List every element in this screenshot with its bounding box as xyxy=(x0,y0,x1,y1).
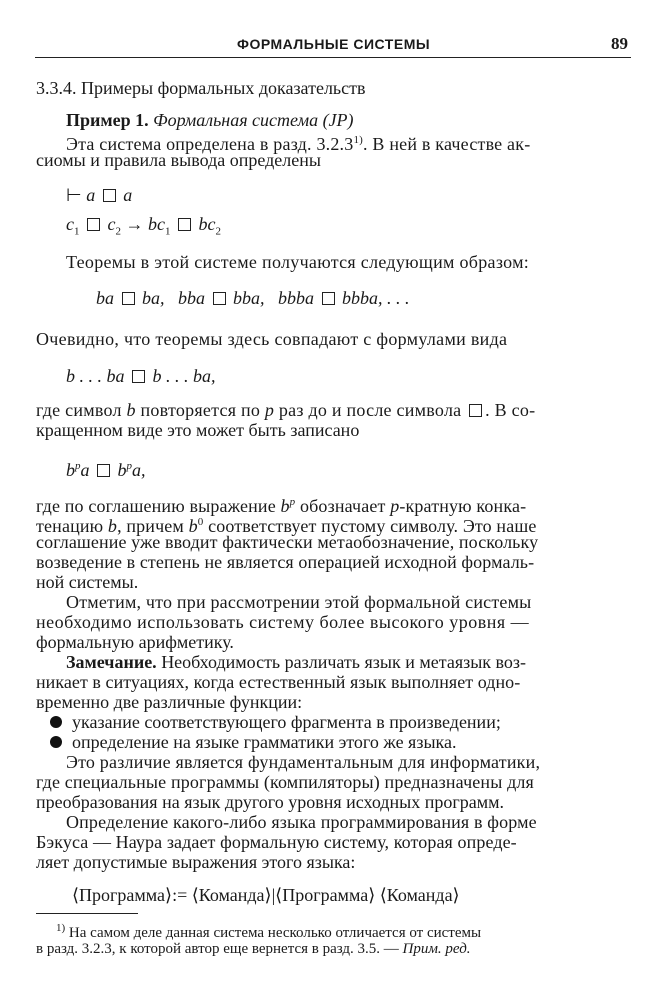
footnote-line1: $^{1)}$ На самом деле данная система несколько отличается от системы xyxy=(56,922,482,941)
remark-line3: временно две различные функции: xyxy=(36,692,303,712)
where-line2: кращенном виде это может быть записано xyxy=(36,420,360,440)
short-form-formula: $b^pa$ $b^pa$, xyxy=(66,460,146,480)
bnf-rule: ⟨Программа⟩:= ⟨Команда⟩|⟨Программа⟩ ⟨Команда⟩ xyxy=(72,885,460,905)
page-number: 89 xyxy=(611,34,628,53)
distinction-line2: где специальные программы (компиляторы) предназначены для xyxy=(36,772,534,792)
formula-form: b . . . ba b . . . ba, xyxy=(66,366,216,386)
bullet-dot xyxy=(50,736,62,748)
where2-line3: соглашение уже вводит фактически метаобозначение, поскольку xyxy=(36,532,539,552)
footnote-rule xyxy=(36,913,138,914)
box-symbol xyxy=(213,292,226,305)
example-intro-line1: Эта система определена в разд. 3.2.3$^{1)}$. В ней в качестве ак- xyxy=(66,134,531,154)
example-title: Формальная система (JP) xyxy=(153,110,354,130)
header-rule xyxy=(35,57,631,58)
section-heading: 3.3.4. Примеры формальных доказательств xyxy=(36,78,366,98)
remark-line1: Замечание. Необходимость различать язык и метаязык воз- xyxy=(66,652,527,672)
box-symbol xyxy=(87,218,100,231)
bnf-intro-line3: ляет допустимые выражения этого языка: xyxy=(36,852,356,872)
footnote-ref: 1) xyxy=(353,134,364,146)
example-intro-line2: сиомы и правила вывода определены xyxy=(36,150,321,170)
where2-line1: где по соглашению выражение $b^p$ обозначает p-кратную конка- xyxy=(36,496,527,516)
running-head: ФОРМАЛЬНЫЕ СИСТЕМЫ xyxy=(237,36,431,52)
theorems-list: ba ba, bba bba, bbba bbba, . . . xyxy=(96,288,410,308)
inference-rule-formula: $c_1$ $c_2 \to bc_1$ $bc_2$ xyxy=(66,214,221,238)
bnf-intro-line2: Бэкуса — Наура задает формальную систему, которая опреде- xyxy=(36,832,517,852)
note-line1: Отметим, что при рассмотрении этой формальной системы xyxy=(66,592,532,612)
axiom-formula: ⊢ a a xyxy=(66,185,133,205)
remark-line2: никает в ситуациях, когда естественный язык выполняет одно- xyxy=(36,672,521,692)
where2-line2: тенацию b, причем $b^0$ соответствует пустому символу. Это наше xyxy=(36,516,537,536)
where2-line5: ной системы. xyxy=(36,572,139,592)
note-line3: формальную арифметику. xyxy=(36,632,234,652)
distinction-line1: Это различие является фундаментальным для информатики, xyxy=(66,752,541,772)
remark-label: Замечание. xyxy=(66,652,157,672)
note-line2: необходимо использовать систему более высокого уровня — xyxy=(36,612,530,632)
distinction-line3: преобразования на язык другого уровня исходных программ. xyxy=(36,792,504,812)
footnote-line2: в разд. 3.2.3, к которой автор еще вернется в разд. 3.5. — Прим. ред. xyxy=(36,941,471,957)
box-symbol xyxy=(469,404,482,417)
box-symbol xyxy=(122,292,135,305)
where2-line4: возведение в степень не является операцией исходной формаль- xyxy=(36,552,535,572)
obvious-sentence: Очевидно, что теоремы здесь совпадают с формулами вида xyxy=(36,329,508,349)
example-label: Пример 1. xyxy=(66,110,149,130)
box-symbol xyxy=(132,370,145,383)
box-symbol xyxy=(103,189,116,202)
where-line1: где символ b повторяется по p раз до и после символа . В со- xyxy=(36,400,536,420)
box-symbol xyxy=(178,218,191,231)
theorems-intro: Теоремы в этой системе получаются следующим образом: xyxy=(66,252,530,272)
box-symbol xyxy=(322,292,335,305)
footnote-mark: 1) xyxy=(56,922,66,934)
bullet-item: определение на языке грамматики этого же языка. xyxy=(72,732,457,753)
bnf-intro-line1: Определение какого-либо языка программирования в форме xyxy=(66,812,537,832)
box-symbol xyxy=(97,464,110,477)
bullet-item: указание соответствующего фрагмента в произведении; xyxy=(72,712,501,733)
bullet-dot xyxy=(50,716,62,728)
example-heading xyxy=(66,110,354,131)
